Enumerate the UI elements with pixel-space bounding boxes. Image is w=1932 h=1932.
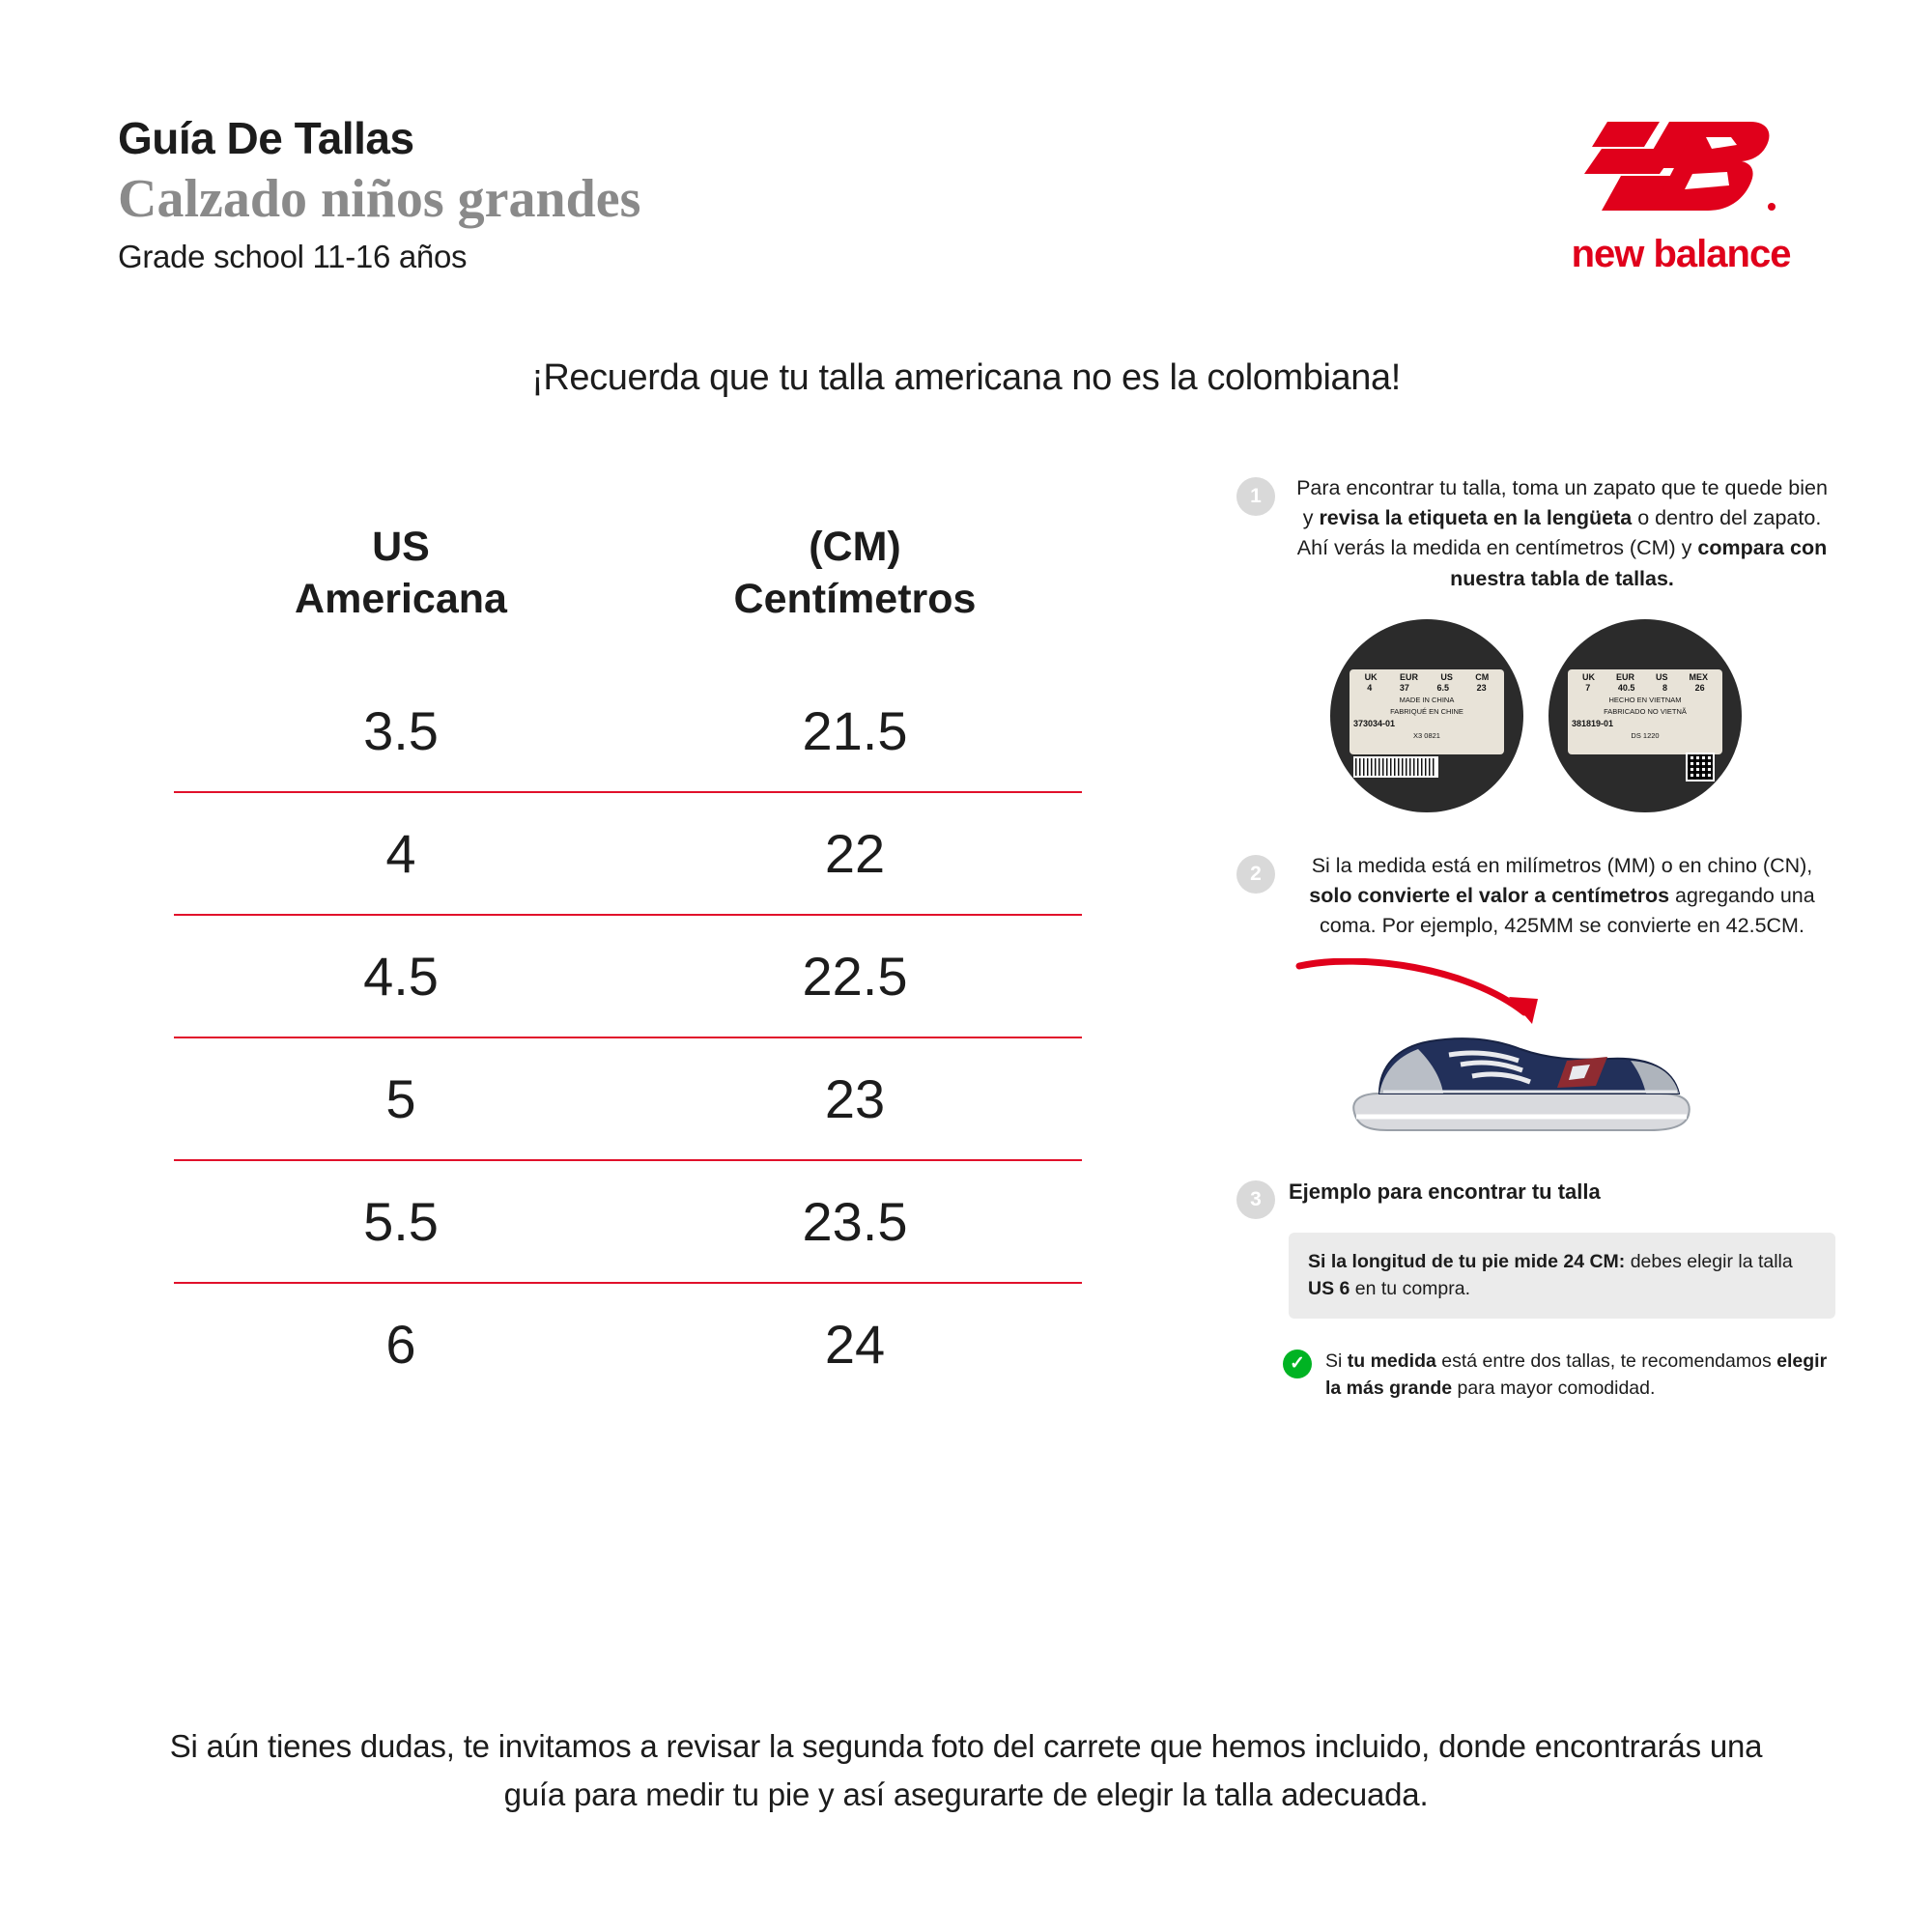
instructions-panel [1236, 473, 1835, 1402]
cell-us: 4 [174, 792, 628, 915]
column-header-us [174, 522, 628, 670]
label-1-madein: MADE IN CHINA [1399, 696, 1455, 705]
cell-us: 5.5 [174, 1160, 628, 1283]
label-1-hdr-us: US [1440, 671, 1453, 682]
step-2 [1236, 851, 1835, 942]
table-row [174, 1160, 1082, 1283]
example-bold-lead: Si la longitud de tu pie mide 24 CM: [1308, 1251, 1626, 1273]
tip-text-part1: Si [1325, 1350, 1348, 1372]
step-1-text-part1: Para encontrar tu talla, toma un zapato que te quede bien y [1296, 476, 1828, 530]
table-row [174, 915, 1082, 1037]
label-1-extra: X3 0821 [1413, 731, 1440, 741]
footer-note: Si aún tienes dudas, te invitamos a revisar la segunda foto del carrete que hemos incluido, donde encontrarás una guía para medir tu pie y así asegurarte de elegir la talla adecuada. [169, 1728, 1763, 1812]
size-table [174, 522, 1082, 1405]
example-text-mid: debes elegir la talla [1625, 1251, 1793, 1273]
label-1-madein2: FABRIQUÉ EN CHINE [1390, 706, 1463, 716]
step-3 [1236, 1177, 1835, 1219]
step-3-number: 3 [1236, 1180, 1275, 1219]
label-1-code: 373034-01 [1353, 718, 1396, 728]
table-row [174, 1283, 1082, 1405]
step-1-number: 1 [1236, 477, 1275, 516]
shoe-label-photos [1236, 619, 1835, 812]
step-1-bold1: revisa la etiqueta en la lengüeta [1319, 506, 1633, 530]
page-title: Guía De Tallas [118, 113, 414, 163]
check-icon: ✓ [1283, 1350, 1312, 1378]
table-header-row [174, 522, 1082, 670]
tip-text [1325, 1348, 1835, 1403]
label-1-val-eur: 37 [1399, 682, 1409, 693]
example-box [1289, 1233, 1835, 1319]
label-1-barcode-icon [1353, 756, 1438, 778]
column-header-cm-line2: Centímetros [733, 575, 977, 622]
cell-cm: 21.5 [628, 670, 1082, 792]
label-1-hdr-uk: UK [1364, 671, 1378, 682]
step-2-text-part2: agregando una coma. Por ejemplo, 425MM se convierte en 42.5CM. [1320, 883, 1815, 938]
step-2-text-part1: Si la medida está en milímetros (MM) o en chino (CN), [1311, 853, 1813, 877]
label-tag-2 [1568, 669, 1722, 754]
shoe-illustration [1236, 958, 1835, 1151]
tip-bold2: elegir la más grande [1325, 1350, 1828, 1399]
example-bold-size: US 6 [1308, 1278, 1350, 1300]
label-tag-1-headers [1353, 672, 1500, 683]
cell-cm: 23.5 [628, 1160, 1082, 1283]
column-header-us-line2: Americana [295, 575, 507, 622]
sneaker-icon [1341, 997, 1708, 1147]
tip-text-part3: para mayor comodidad. [1452, 1378, 1656, 1399]
label-2-hdr-mex: MEX [1689, 671, 1708, 682]
page-subtitle: Calzado niños grandes [118, 168, 641, 229]
label-2-val-us: 8 [1662, 682, 1668, 693]
step-1-bold2: compara con nuestra tabla de tallas. [1450, 536, 1828, 590]
label-tag-2-headers [1572, 672, 1719, 683]
label-1-hdr-cm: CM [1475, 671, 1490, 682]
example-text-end: en tu compra. [1350, 1278, 1471, 1300]
step-2-bold1: solo convierte el valor a centímetros [1309, 883, 1670, 907]
cell-cm: 22.5 [628, 915, 1082, 1037]
cell-cm: 23 [628, 1037, 1082, 1160]
label-1-val-us: 6.5 [1436, 682, 1450, 693]
label-2-hdr-us: US [1655, 671, 1668, 682]
tip-bold1: tu medida [1347, 1350, 1436, 1372]
label-2-extra: DS 1220 [1631, 731, 1660, 741]
cell-cm: 24 [824, 1313, 886, 1375]
step-3-title: Ejemplo para encontrar tu talla [1289, 1179, 1601, 1205]
step-2-number: 2 [1236, 855, 1275, 894]
tip-text-part2: está entre dos tallas, te recomendamos [1435, 1350, 1777, 1372]
step-1 [1236, 473, 1835, 594]
label-tag-2-values [1572, 683, 1719, 694]
cell-us: 5 [174, 1037, 628, 1160]
label-1-hdr-eur: EUR [1400, 671, 1419, 682]
cell-us: 4.5 [174, 915, 628, 1037]
column-header-us-line1: US [372, 524, 430, 570]
age-range-label: Grade school 11-16 años [118, 239, 468, 275]
label-2-val-eur: 40.5 [1617, 682, 1635, 693]
label-2-code: 381819-01 [1572, 718, 1614, 728]
size-table-wrapper [174, 522, 1082, 1405]
brand-wordmark: new balance [1571, 233, 1791, 275]
nb-monogram-icon [1536, 114, 1826, 223]
label-2-madein2: FABRICADO NO VIETNÃ [1604, 706, 1687, 716]
label-2-madein: HECHO EN VIETNAM [1608, 696, 1682, 705]
cell-cm: 22 [628, 792, 1082, 915]
reminder-banner: ¡Recuerda que tu talla americana no es la colombiana! [531, 357, 1401, 398]
table-row [174, 1037, 1082, 1160]
shoe-label-photo-2 [1548, 619, 1742, 812]
table-row [174, 792, 1082, 915]
label-2-hdr-eur: EUR [1615, 671, 1634, 682]
cell-us: 6 [385, 1313, 416, 1375]
label-2-hdr-uk: UK [1581, 671, 1595, 682]
label-1-val-uk: 4 [1367, 682, 1373, 693]
shoe-label-photo-1 [1330, 619, 1523, 812]
label-tag-1-values [1353, 683, 1500, 694]
column-header-cm [628, 522, 1082, 670]
label-1-val-cm: 23 [1476, 682, 1487, 693]
tip-row [1283, 1348, 1835, 1403]
label-tag-1 [1350, 669, 1504, 754]
label-2-val-mex: 26 [1694, 682, 1705, 693]
step-2-text [1289, 851, 1835, 942]
new-balance-logo [1536, 114, 1826, 273]
table-row [174, 670, 1082, 792]
step-1-text [1289, 473, 1835, 594]
step-1-text-part2: o dentro del zapato. Ahí verás la medida en centímetros (CM) y [1296, 506, 1822, 560]
column-header-cm-line1: (CM) [809, 524, 901, 570]
cell-us: 3.5 [174, 670, 628, 792]
label-2-qr-icon [1686, 753, 1715, 781]
label-2-val-uk: 7 [1585, 682, 1591, 693]
